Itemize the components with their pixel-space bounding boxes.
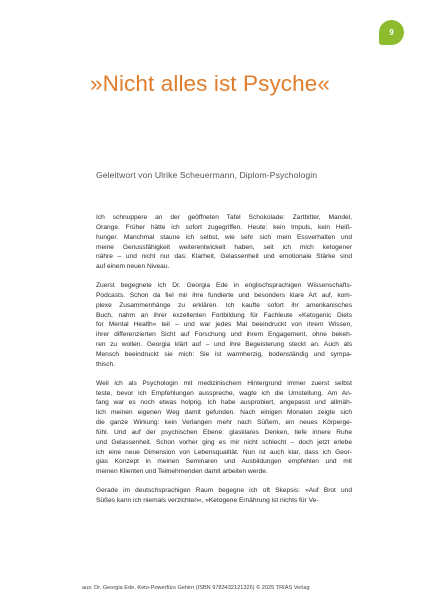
text-line: ihrer differenzierten Sicht auf Forschung und ihrem Engagement, ohne bekeh- — [96, 331, 352, 339]
text-line: plexe Zusammenhänge zu erklären. Ich kaufte sofort ihr amerikanisches — [96, 301, 352, 309]
text-line: hunger. Manchmal staune ich selbst, wie sehr sich mein Essverhalten und — [96, 233, 352, 241]
chapter-title: »Nicht alles ist Psyche« — [90, 71, 331, 96]
text-line: und Gelassenheit. Schon vorher ging es mir nicht schlecht – doch jetzt erlebe — [96, 438, 352, 446]
text-line: Weil ich als Psychologin mit medizinischem Hintergrund immer zuerst selbst — [96, 379, 352, 387]
text-line: Buch, nahm an ihrer exzellenten Fortbildung für Fachleute »Ketogenic Diets — [96, 311, 352, 319]
text-line: ich eine neue Dimension von Lebensqualität. Nun ist auch klar, dass ich Geor- — [96, 448, 352, 456]
text-line: meine Genussfähigkeit weiterentwickelt haben, seit ich mich ketogener — [96, 243, 352, 251]
text-line: Zuerst begegnete ich Dr. Georgia Ede in englischsprachigen Wissenschafts- — [96, 282, 352, 290]
paragraph — [96, 213, 352, 272]
text-line: Orange. Früher hätte ich sofort zugegriffen. Heute: kein Impuls, kein Heiß- — [96, 223, 352, 231]
text-line: auf einem neuen Niveau. — [96, 263, 170, 271]
text-line: die ganze Wirkung: kein Verlangen mehr nach Süßem, ein neues Körperge- — [96, 419, 352, 427]
text-line: Mensch beeindruckt sie mich: Sie ist warmherzig, bodenständig und sympa- — [96, 350, 352, 358]
body-text — [96, 213, 352, 515]
text-line: teste, bevor ich Empfehlungen ausspreche, wagte ich die Umstellung. Am An- — [96, 389, 352, 397]
text-line: fühl. Und auf der psychischen Ebene: glasklares Denken, tiefe innere Ruhe — [96, 428, 352, 436]
text-line: for Mental Health« teil – und war jedes Mal beeindruckt von ihrem Wissen, — [96, 321, 352, 329]
text-line: fang war es noch etwas holprig. Ich habe ausprobiert, angepasst und allmäh- — [96, 399, 352, 407]
text-line: Podcasts. Schon da fiel mir ihre fundierte und besonders klare Art auf, kom- — [96, 291, 352, 299]
text-line: Süßes kann ich niemals verzichten«, »Ketogene Ernährung ist nichts für Ve- — [96, 496, 319, 504]
footer-citation: aus: Dr. Georgia Ede, Keto-Powerfürs Gehirn (ISBN 9783432121326) © 2025 TRIAS Verlag — [82, 585, 310, 591]
text-line: nähre – und nicht nur das: Klarheit, Gelassenheit und emotionale Stärke sind — [96, 253, 352, 261]
text-line: ren zu wollen. Georgia klärt auf – und ihre Begeisterung steckt an. Auch als — [96, 341, 352, 349]
text-line: Ich schnuppere an der geöffneten Tafel Schokolade: Zartbitter, Mandel, — [96, 214, 352, 221]
paragraph — [96, 281, 352, 370]
text-line: meinen Klienten und Teilnehmenden damit arbeiten werde. — [96, 468, 268, 476]
text-line: gias Konzept in meinen Seminaren und Ausbildungen empfehlen und mit — [96, 458, 352, 466]
text-line: thisch. — [96, 360, 116, 368]
page-number-badge — [379, 20, 404, 45]
text-line: Gerade im deutschsprachigen Raum begegne ich oft Skepsis: »Auf Brot und — [96, 487, 352, 495]
page-number: 9 — [389, 28, 394, 37]
chapter-subtitle: Geleitwort von Ulrike Scheuermann, Diplom-Psychologin — [96, 170, 318, 180]
text-line: lich meinen eigenen Weg damit gefunden. Nach einigen Monaten zeigte sich — [96, 409, 352, 417]
paragraph — [96, 379, 352, 477]
paragraph — [96, 486, 352, 506]
